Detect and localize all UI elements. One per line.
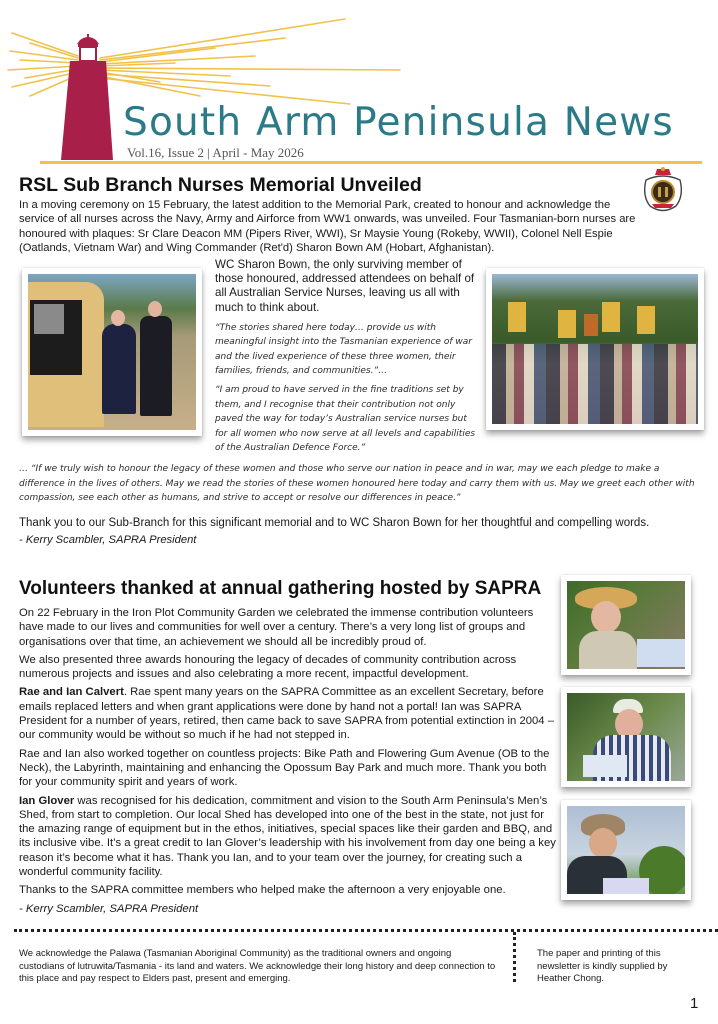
paragraph: On 22 February in the Iron Plot Community Garden we celebrated the immense contribution volunteers have made to our lives and communities for well over a century. There’s a very long list of groups and organisations over that time, an achievement we should all be incredibly proud of. (19, 607, 534, 648)
photo-volunteer-2 (561, 687, 691, 787)
photo-volunteer-3 (561, 800, 691, 900)
masthead-rule (40, 161, 702, 164)
article-lead: WC Sharon Bown, the only surviving member of those honoured, addressed attendees on behalf of all Australian Service Nurses, leaving us all with much to think about. (215, 258, 475, 314)
newsletter-title: South Arm Peninsula News (123, 100, 674, 145)
article-headline-volunteers: Volunteers thanked at annual gathering hosted by SAPRA (19, 578, 542, 599)
awardee-name: Ian Glover (19, 794, 75, 807)
quote-2: “I am proud to have served in the fine traditions set by them, and I recognise that their contribution not only paved the way for today’s Australian service nurses but for all women who now serve at all levels and capabilities of the Australian Defence Force.” (215, 385, 476, 454)
photo-volunteer-1 (561, 575, 691, 675)
article-thanks: Thank you to our Sub-Branch for this significant memorial and to WC Sharon Bown for her thoughtful and compelling words. (19, 517, 650, 529)
paragraph: Thanks to the SAPRA committee members who helped make the afternoon a very enjoyable one. (19, 884, 506, 897)
masthead (0, 0, 718, 165)
paragraph: Ian Glover was recognised for his dedication, commitment and vision to the South Arm Peninsula’s Men’s Shed, from start to completion. Our local Shed has developed into one of the best in the state, not just for the amazing range of equipment but in the ethos, initiatives, special spaces like their garden and BBQ, and its inclusive vibe. It’s a great credit to Ian Glover’s leadership with his involvement from day one being a key reason it’s become what it has. Thank you Ian, and to your team over the journey, for creating such a wonderful community facility. (19, 794, 556, 879)
rsl-badge-icon (640, 166, 686, 216)
footer-column-divider (513, 932, 516, 982)
paragraph: Rae and Ian also worked together on countless projects: Bike Path and Flowering Gum Avenue (OB to the Neck), the Labyrinth, maintaining and enhancing the Opossum Bay Park and much more. Thank you both for your community spirit and years of work. (19, 747, 550, 789)
footer-divider (14, 929, 718, 932)
article-signature: - Kerry Scambler, SAPRA President (19, 902, 199, 915)
article-intro: In a moving ceremony on 15 February, the latest addition to the Memorial Park, created to honour and acknowledge the service of all nurses across the Navy, Army and Airforce from WW1 onwards, was unveiled. Four Tasmanian-born nurses are honoured with plaques: Sr Clare Deacon MM (Pipers River, WWI), Sr Maysie Young (Rokeby, WWII), Colonel Nell Espie (Oatlands, Vietnam War) and Wing Commander (Ret'd) Sharon Bown AM (Hobart, Afghanistan). (19, 199, 636, 254)
acknowledgement-of-country: We acknowledge the Palawa (Tasmanian Aboriginal Community) as the traditional owners and ongoing custodians of lutruwita/Tasmania - its land and waters. We acknowledge their long history and deep connection to this place and pay respect to Elders past, present and emerging. (19, 948, 496, 984)
article-body-volunteers (19, 606, 559, 920)
page-number: 1 (690, 995, 699, 1012)
quote-1: “The stories shared here today… provide us with meaningful insight into the Tasmanian experience of war and the lived experience of these three women, their families, friends, and communities.”… (215, 322, 472, 377)
article-column (215, 258, 480, 460)
article-headline-rsl: RSL Sub Branch Nurses Memorial Unveiled (19, 174, 422, 196)
quote-3: … “If we truly wish to honour the legacy of these women and those who serve our nation in peace and in war, may we each pledge to make a difference in the lives of others. May we read the stories of these women honoured here today and carry them with us. May we greet each other with compassion, see each other as humans, and strive to accept or resolve our differences in peace.” (19, 464, 695, 503)
article-signature: - Kerry Scambler, SAPRA President (19, 534, 197, 546)
photo-memorial-plaque (22, 268, 202, 436)
paragraph: We also presented three awards honouring the legacy of decades of community contribution across numerous projects and issues and also celebrating a more recent, impactful development. (19, 653, 517, 681)
paragraph: Rae and Ian Calvert. Rae spent many years on the SAPRA Committee as an excellent Secretary, before emails replaced letters and when grant applications were done by hand not a portal! Ian was SAPRA President for a number of years, retired, then came back to save SAPRA from potential extinction in 2004 – our community would be without so much if he had not stepped in. (19, 686, 555, 742)
photo-ceremony-audience (486, 268, 704, 430)
awardee-name: Rae and Ian Calvert (19, 686, 124, 699)
issue-info: Vol.16, Issue 2 | April - May 2026 (127, 145, 304, 160)
printing-credit: The paper and printing of this newsletter is kindly supplied by Heather Chong. (537, 948, 668, 984)
